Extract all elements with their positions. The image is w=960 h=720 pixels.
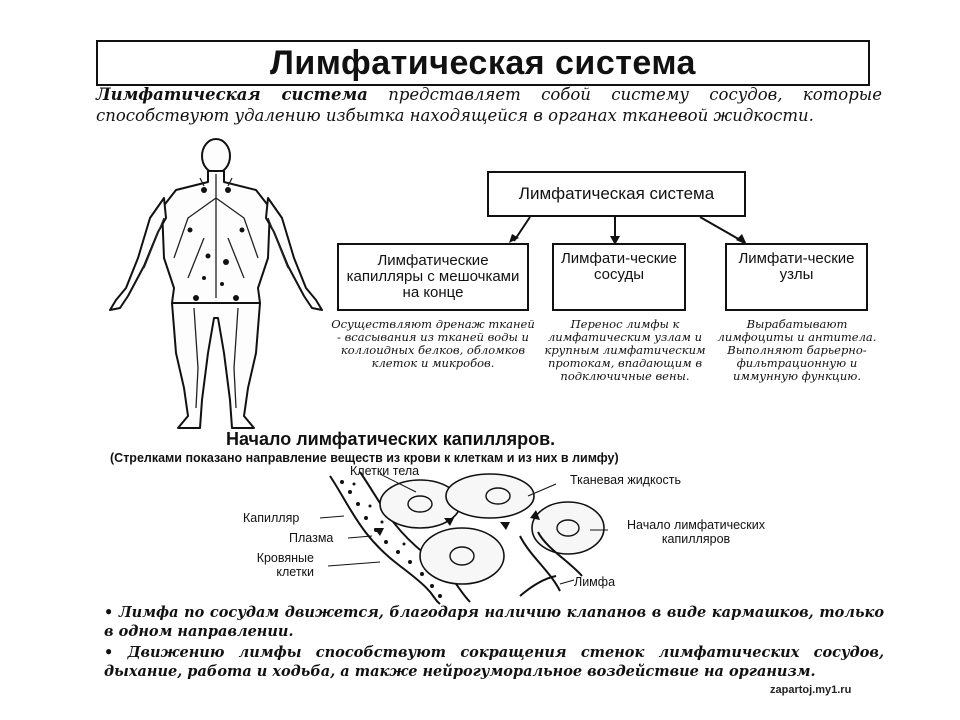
capillaries-section-title: Начало лимфатических капилляров. xyxy=(226,429,556,449)
human-body-illustration xyxy=(104,138,332,430)
label-lymph: Лимфа xyxy=(574,575,616,589)
label-capillary: Капилляр xyxy=(243,511,300,525)
lymph-nodes-box: Лимфати-ческие узлы xyxy=(725,243,868,311)
lymph-vessels-description: Перенос лимфы к лимфатическим узлам и крупным лимфатическим протокам, впадающим в подключичные вены. xyxy=(544,317,706,383)
bullet-movement: • Движению лимфы способствуют сокращения стенок лимфатических сосудов, дыхание, работа и ходьба, а также нейрогуморальное воздействие на организм. xyxy=(104,644,884,680)
lymph-vessels-box: Лимфати-ческие сосуды xyxy=(552,243,686,311)
label-tissue-fluid: Тканевая жидкость xyxy=(570,473,682,487)
site-watermark: zapartoj.my1.ru xyxy=(770,684,852,696)
label-blood-cells: Кровяные клетки xyxy=(256,551,314,579)
label-lymph-capillaries-start: Начало лимфатических капилляров xyxy=(627,518,765,546)
page-title: Лимфатическая система xyxy=(96,40,870,86)
label-body-cells: Клетки тела xyxy=(350,464,420,478)
lymph-nodes-description: Вырабатывают лимфоциты и антитела. Выполняют барьерно-фильтрационную и иммунную функцию. xyxy=(717,317,877,383)
intro-paragraph xyxy=(96,84,882,126)
lymph-system-root-box: Лимфатическая система xyxy=(487,171,746,217)
lymph-capillaries-description: Осуществляют дренаж тканей - всасывания из тканей воды и коллоидных белков, обломков клеток и микробов. xyxy=(331,317,535,370)
bullet-valves: • Лимфа по сосудам движется, благодаря наличию клапанов в виде кармашков, только в одном направлении. xyxy=(104,604,884,640)
lymph-capillaries-box: Лимфатические капилляры с мешочками на конце xyxy=(337,243,529,311)
bullet-notes xyxy=(104,603,884,683)
label-plasma: Плазма xyxy=(289,531,334,545)
intro-rest: представляет собой систему сосудов, которые способствуют удалению избытка находящейся в органах тканевой жидкости. xyxy=(96,85,882,125)
intro-lead: Лимфатическая система xyxy=(96,85,368,104)
capillaries-section-subtitle: (Стрелками показано направление веществ из крови к клеткам и из них в лимфу) xyxy=(110,451,619,465)
